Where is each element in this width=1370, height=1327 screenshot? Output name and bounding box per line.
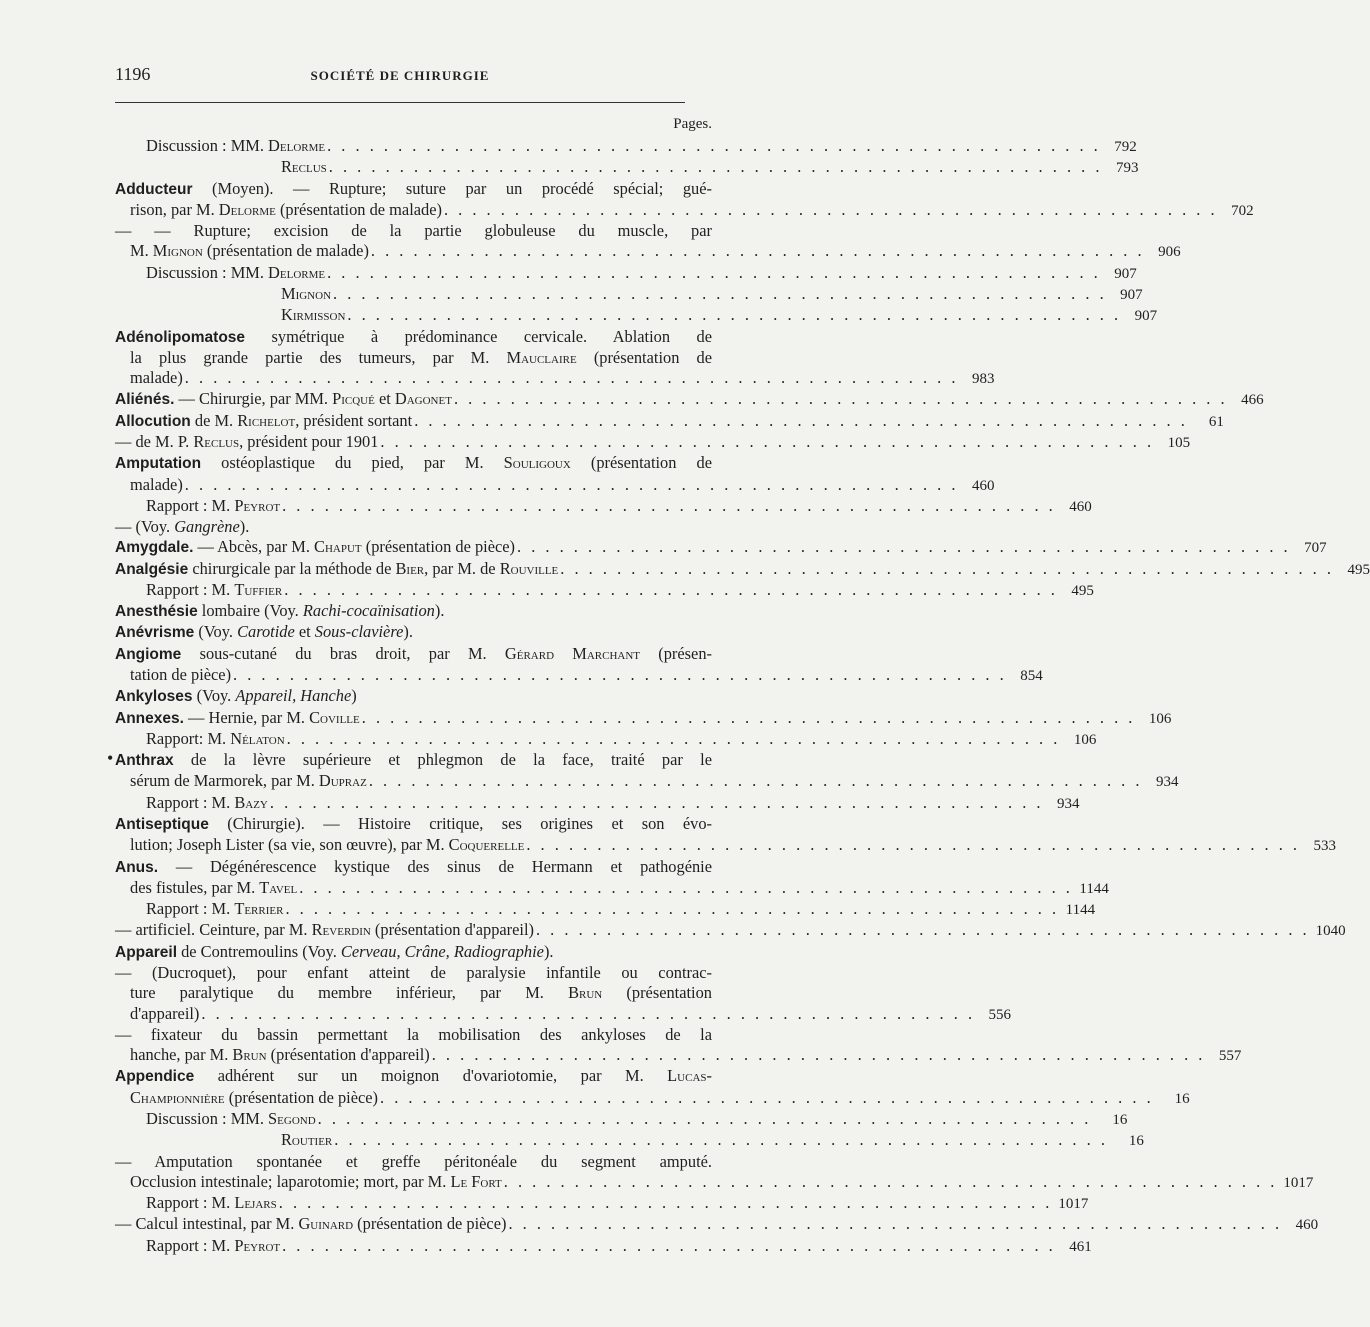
entry-text: ). <box>543 941 554 961</box>
header-rule <box>115 102 685 103</box>
leader-dots: . . . . . . . . . . . . . . . . . . . . . . . . . . . . . . . . . . . . . . . . . . . . . . . . . . . . . . . <box>317 1108 1092 1128</box>
entry-text: rison, par M. <box>130 199 219 219</box>
entry-text: Rapport : M. <box>146 495 235 515</box>
entry-text: symétrique à prédominance cervicale. Ablation de <box>245 326 712 346</box>
page-ref: 460 <box>971 477 995 494</box>
page-ref: 906 <box>1158 244 1181 261</box>
author-name: Brun <box>232 1045 267 1065</box>
index-entry <box>115 962 1012 1025</box>
author-name: Picqué <box>332 389 375 409</box>
author-name: Coville <box>309 707 360 727</box>
entry-text: — Abcès, par M. <box>193 537 315 557</box>
author-name: Peyrot <box>234 1235 281 1255</box>
entry-text: ) <box>351 686 357 706</box>
author-name: Mignon <box>152 241 203 261</box>
author-name: Tuffier <box>234 579 283 599</box>
entry-text: (présentation de pièce) <box>224 1087 379 1107</box>
index-entry <box>115 410 1224 432</box>
leader-dots: . . . . . . . . . . . . . . . . . . . . . . . . . . . . . . . . . . . . . . . . . . . . . . . . . . . . . . . <box>184 368 959 388</box>
index-entry <box>115 262 1137 284</box>
entry-text: (présentation d'appareil) <box>266 1045 430 1065</box>
entry-text: (Voy. <box>192 686 236 706</box>
entry-heading: Amputation <box>115 455 202 473</box>
author-name: Lejars <box>234 1193 277 1213</box>
entry-text: — (Ducroquet), pour enfant atteint de paralysie infantile ou contrac- <box>115 962 712 982</box>
entry-text: — — Rupture; excision de la partie globuleuse du muscle, par <box>115 221 712 241</box>
entry-heading: Allocution <box>115 412 191 430</box>
index-entry <box>115 178 1254 222</box>
entry-text: — Calcul intestinal, par M. <box>115 1214 299 1234</box>
index-entry <box>107 748 1179 793</box>
index-entry <box>115 579 1094 601</box>
author-name: Souligoux <box>503 453 571 473</box>
entry-text: hanche, par M. <box>130 1045 233 1065</box>
entry-text: (Voy. <box>194 622 238 642</box>
index-entry <box>115 622 712 643</box>
entry-text: (présentation de malade) <box>275 199 442 219</box>
entry-text: ). <box>239 517 250 537</box>
entry-heading: Appendice <box>115 1068 195 1086</box>
leader-dots: . . . . . . . . . . . . . . . . . . . . . . . . . . . . . . . . . . . . . . . . . . . . . . . . . . . . . . . <box>414 410 1188 430</box>
index-entry <box>115 1193 1089 1214</box>
entry-text: (présentation de pièce) <box>361 537 515 557</box>
leader-dots: . . . . . . . . . . . . . . . . . . . . . . . . . . . . . . . . . . . . . . . . . . . . . . . . . . . . . . . <box>560 558 1334 578</box>
page-ref: 105 <box>1167 434 1191 451</box>
entry-text: Rapport : M. <box>146 1235 235 1255</box>
index-entry <box>115 1066 1190 1109</box>
entry-text: adhérent sur un moignon d'ovariotomie, par M. <box>194 1066 668 1086</box>
leader-dots: . . . . . . . . . . . . . . . . . . . . . . . . . . . . . . . . . . . . . . . . . . . . . . . . . . . . . . . <box>299 877 1073 897</box>
leader-dots: . . . . . . . . . . . . . . . . . . . . . . . . . . . . . . . . . . . . . . . . . . . . . . . . . . . . . . . <box>370 241 1145 261</box>
page-ref: 1144 <box>1079 880 1109 897</box>
page-ref: 16 <box>1128 1133 1144 1150</box>
entry-heading: Anesthésie <box>115 603 198 621</box>
index-entry <box>115 326 995 390</box>
entry-text: chirurgicale par la méthode de <box>188 558 396 578</box>
page-ref: 1017 <box>1058 1196 1089 1213</box>
index-list <box>107 136 1370 1257</box>
entry-text: , par M. de <box>424 558 500 578</box>
author-name: Reclus <box>281 157 327 177</box>
author-name: Richelot <box>237 410 296 430</box>
leader-dots: . . . . . . . . . . . . . . . . . . . . . . . . . . . . . . . . . . . . . . . . . . . . . . . . . . . . . . . <box>327 136 1101 155</box>
author-name: Chaput <box>314 537 362 557</box>
index-entry <box>115 305 1158 326</box>
leader-dots: . . . . . . . . . . . . . . . . . . . . . . . . . . . . . . . . . . . . . . . . . . . . . . . . . . . . . . . <box>431 1045 1206 1065</box>
entry-text: (Chirurgie). — Histoire critique, ses origines et son évo- <box>208 814 712 833</box>
page-ref: 854 <box>1020 668 1043 685</box>
entry-heading: Anthrax <box>115 752 174 770</box>
index-entry <box>115 1151 1314 1194</box>
leader-dots: . . . . . . . . . . . . . . . . . . . . . . . . . . . . . . . . . . . . . . . . . . . . . . . . . . . . . . . <box>282 1235 1056 1255</box>
page-ref: 466 <box>1241 392 1264 409</box>
leader-dots: . . . . . . . . . . . . . . . . . . . . . . . . . . . . . . . . . . . . . . . . . . . . . . . . . . . . . . . <box>517 537 1291 557</box>
entry-text: M. <box>130 241 153 261</box>
entry-text: (présentation d'appareil) <box>370 920 534 940</box>
author-name: Dupraz <box>318 771 367 791</box>
index-entry <box>115 920 1346 941</box>
author-name: Mignon <box>281 283 332 303</box>
page-ref: 1144 <box>1065 902 1096 919</box>
index-entry <box>115 942 712 963</box>
leader-dots: . . . . . . . . . . . . . . . . . . . . . . . . . . . . . . . . . . . . . . . . . . . . . . . . . . . . . . . <box>327 262 1101 282</box>
entry-text: (présentation de <box>570 453 712 473</box>
entry-text: la plus grande partie des tumeurs, par M. <box>130 347 507 367</box>
page-ref: 907 <box>1114 265 1137 282</box>
index-entry <box>115 1130 1144 1151</box>
entry-text: , président pour 1901 <box>239 431 379 451</box>
entry-text: ture paralytique du membre inférieur, par M. <box>130 983 569 1003</box>
index-entry <box>115 814 1337 857</box>
leader-dots: . . . . . . . . . . . . . . . . . . . . . . . . . . . . . . . . . . . . . . . . . . . . . . . . . . . . . . . <box>282 495 1056 515</box>
leader-dots: . . . . . . . . . . . . . . . . . . . . . . . . . . . . . . . . . . . . . . . . . . . . . . . . . . . . . . . <box>269 792 1044 812</box>
author-name: Nélaton <box>230 728 285 748</box>
running-title: SOCIÉTÉ DE CHIRURGIE <box>310 68 490 83</box>
author-name: Le Fort <box>450 1171 502 1191</box>
index-entry <box>115 728 1097 750</box>
page-header <box>115 64 685 90</box>
entry-text: malade) <box>130 474 183 494</box>
entry-heading: Analgésie <box>115 560 189 578</box>
page-ref: 907 <box>1134 308 1158 325</box>
entry-text: (présen- <box>640 643 712 663</box>
index-entry <box>115 1214 1319 1235</box>
entry-text: ostéoplastique du pied, par M. <box>201 453 504 473</box>
cross-reference: Sous-clavière <box>314 622 404 642</box>
author-name: Gérard Marchant <box>504 643 641 663</box>
page-ref: 793 <box>1115 160 1139 177</box>
page-ref: 460 <box>1295 1217 1319 1234</box>
index-entry <box>115 283 1143 305</box>
leader-dots: . . . . . . . . . . . . . . . . . . . . . . . . . . . . . . . . . . . . . . . . . . . . . . . . . . . . . . . <box>535 920 1310 940</box>
entry-text: (présentation <box>602 983 712 1003</box>
pages-column-label: Pages. <box>673 116 712 132</box>
entry-text: et <box>294 622 315 642</box>
entry-heading: Adducteur <box>115 180 193 198</box>
page-ref: 934 <box>1057 795 1080 812</box>
page-ref: 907 <box>1120 286 1143 303</box>
author-name: Routier <box>281 1130 333 1150</box>
page-ref: 934 <box>1155 774 1179 791</box>
entry-text: lution; Joseph Lister (sa vie, son œuvre), par M. <box>130 835 449 855</box>
entry-text: Rapport : M. <box>146 579 235 599</box>
page-ref: 702 <box>1231 202 1254 219</box>
author-name: Coquerelle <box>448 835 525 855</box>
page-number: 1196 <box>115 64 151 84</box>
leader-dots: . . . . . . . . . . . . . . . . . . . . . . . . . . . . . . . . . . . . . . . . . . . . . . . . . . . . . . . <box>284 579 1058 599</box>
entry-text: — (Voy. <box>115 517 175 537</box>
entry-text: ). <box>434 601 445 621</box>
index-entry <box>115 686 712 707</box>
author-name: Reverdin <box>311 920 371 940</box>
page-ref: 1017 <box>1283 1174 1314 1191</box>
entry-text: de la lèvre supérieure et phlegmon de la face, traité par le <box>173 750 712 770</box>
entry-text: (Moyen). — Rupture; suture par un procédé spécial; gué- <box>192 178 712 198</box>
leader-dots: . . . . . . . . . . . . . . . . . . . . . . . . . . . . . . . . . . . . . . . . . . . . . . . . . . . . . . . <box>334 1130 1108 1150</box>
author-name: Tavel <box>259 877 298 897</box>
entry-heading: Annexes. <box>115 709 184 727</box>
entry-text: Discussion : MM. <box>146 1108 269 1128</box>
entry-text: Rapport: M. <box>146 728 231 748</box>
cross-reference: Appareil, Hanche <box>235 686 352 706</box>
page-ref: 1040 <box>1315 923 1346 940</box>
entry-heading: Antiseptique <box>115 816 209 833</box>
author-name: Peyrot <box>234 495 281 515</box>
page-ref: 792 <box>1114 139 1137 155</box>
page-ref: 495 <box>1347 561 1370 578</box>
leader-dots: . . . . . . . . . . . . . . . . . . . . . . . . . . . . . . . . . . . . . . . . . . . . . . . . . . . . . . . <box>503 1171 1278 1191</box>
cross-reference: Gangrène <box>174 517 240 537</box>
author-name: Dagonet <box>394 389 452 409</box>
margin-dot-mark: • <box>107 748 114 769</box>
author-name: Delorme <box>218 199 276 219</box>
author-name: Terrier <box>234 899 284 919</box>
page-ref: 556 <box>988 1006 1012 1023</box>
entry-text: — artificiel. Ceinture, par M. <box>115 920 312 940</box>
leader-dots: . . . . . . . . . . . . . . . . . . . . . . . . . . . . . . . . . . . . . . . . . . . . . . . . . . . . . . . <box>328 157 1103 177</box>
leader-dots: . . . . . . . . . . . . . . . . . . . . . . . . . . . . . . . . . . . . . . . . . . . . . . . . . . . . . . . <box>380 1087 1154 1107</box>
entry-text: d'appareil) <box>130 1003 200 1023</box>
author-name: Mauclaire <box>506 347 577 367</box>
index-entry <box>115 431 1191 453</box>
index-entry <box>115 899 1096 920</box>
entry-text: Discussion : MM. <box>146 136 269 155</box>
leader-dots: . . . . . . . . . . . . . . . . . . . . . . . . . . . . . . . . . . . . . . . . . . . . . . . . . . . . . . . <box>278 1193 1053 1213</box>
entry-text: malade) <box>130 368 183 388</box>
index-entry <box>115 792 1080 814</box>
leader-dots: . . . . . . . . . . . . . . . . . . . . . . . . . . . . . . . . . . . . . . . . . . . . . . . . . . . . . . . <box>286 728 1061 748</box>
leader-dots: . . . . . . . . . . . . . . . . . . . . . . . . . . . . . . . . . . . . . . . . . . . . . . . . . . . . . . . <box>508 1214 1283 1234</box>
index-entry <box>115 1235 1092 1257</box>
leader-dots: . . . . . . . . . . . . . . . . . . . . . . . . . . . . . . . . . . . . . . . . . . . . . . . . . . . . . . . <box>453 389 1228 409</box>
entry-heading: Anus. <box>115 858 159 876</box>
page-ref: 106 <box>1073 731 1097 748</box>
cross-reference: Carotide <box>237 622 295 642</box>
page-ref: 461 <box>1069 1238 1092 1255</box>
entry-text: — Amputation spontanée et greffe péritonéale du segment amputé. <box>115 1151 712 1171</box>
entry-heading: Anévrisme <box>115 624 195 642</box>
author-name: Bazy <box>234 792 268 812</box>
index-entry <box>115 517 712 537</box>
entry-heading: Ankyloses <box>115 688 193 706</box>
entry-text: (présentation de malade) <box>202 241 369 261</box>
entry-text: et <box>374 389 395 409</box>
author-name: Lucas- <box>667 1066 712 1086</box>
cross-reference: Rachi-cocaïnisation <box>302 601 435 621</box>
entry-text: sous-cutané du bras droit, par M. <box>181 643 505 663</box>
page-ref: 707 <box>1304 540 1327 557</box>
leader-dots: . . . . . . . . . . . . . . . . . . . . . . . . . . . . . . . . . . . . . . . . . . . . . . . . . . . . . . . <box>347 305 1122 325</box>
author-name: Delorme <box>268 262 326 282</box>
entry-text: — de M. P. <box>115 431 194 451</box>
entry-heading: Aliénés. <box>115 391 175 409</box>
leader-dots: . . . . . . . . . . . . . . . . . . . . . . . . . . . . . . . . . . . . . . . . . . . . . . . . . . . . . . . <box>285 899 1060 919</box>
entry-heading: Appareil <box>115 943 178 961</box>
index-entry <box>115 1108 1128 1130</box>
page-ref: 16 <box>1174 1090 1190 1107</box>
index-entry <box>115 537 1327 558</box>
index-entry <box>115 1024 1242 1067</box>
entry-text: (présentation de <box>576 347 712 367</box>
entry-text: lombaire (Voy. <box>197 601 303 621</box>
leader-dots: . . . . . . . . . . . . . . . . . . . . . . . . . . . . . . . . . . . . . . . . . . . . . . . . . . . . . . . <box>333 283 1107 303</box>
entry-text: sérum de Marmorek, par M. <box>130 771 319 791</box>
page-ref: 533 <box>1313 838 1337 855</box>
entry-text: Rapport : M. <box>146 899 235 919</box>
page-ref: 16 <box>1112 1111 1128 1128</box>
entry-text: ). <box>403 622 413 642</box>
leader-dots: . . . . . . . . . . . . . . . . . . . . . . . . . . . . . . . . . . . . . . . . . . . . . . . . . . . . . . . <box>233 665 1007 685</box>
page-ref: 557 <box>1218 1048 1242 1065</box>
entry-text: — fixateur du bassin permettant la mobilisation des ankyloses de la <box>115 1024 712 1044</box>
entry-text: , président sortant <box>295 410 413 430</box>
entry-text: de Contremoulins (Voy. <box>177 941 341 961</box>
index-entry <box>115 856 1109 900</box>
index-entry <box>115 221 1181 263</box>
leader-dots: . . . . . . . . . . . . . . . . . . . . . . . . . . . . . . . . . . . . . . . . . . . . . . . . . . . . . . . <box>361 707 1136 727</box>
author-name: Brun <box>568 983 603 1003</box>
entry-text: — Hernie, par M. <box>183 707 310 727</box>
index-entry <box>115 136 1137 157</box>
entry-heading: Adénolipomatose <box>115 328 246 346</box>
entry-heading: Angiome <box>115 645 182 663</box>
page-ref: 460 <box>1069 498 1092 515</box>
index-entry <box>115 601 712 622</box>
entry-text: (présentation de pièce) <box>353 1214 507 1234</box>
leader-dots: . . . . . . . . . . . . . . . . . . . . . . . . . . . . . . . . . . . . . . . . . . . . . . . . . . . . . . . <box>201 1003 976 1023</box>
index-entry <box>115 643 1043 687</box>
index-entry <box>115 495 1092 517</box>
index-entry <box>115 389 1264 410</box>
entry-heading: Amygdale. <box>115 539 194 557</box>
leader-dots: . . . . . . . . . . . . . . . . . . . . . . . . . . . . . . . . . . . . . . . . . . . . . . . . . . . . . . . <box>526 835 1301 855</box>
page-ref: 61 <box>1208 413 1224 430</box>
cross-reference: Cerveau, Crâne, Radiographie <box>340 941 544 961</box>
author-name: Delorme <box>268 136 326 155</box>
author-name: Segond <box>268 1108 316 1128</box>
entry-text: — Chirurgie, par MM. <box>174 389 333 409</box>
entry-text: des fistules, par M. <box>130 877 260 897</box>
entry-text: Rapport : M. <box>146 792 235 812</box>
leader-dots: . . . . . . . . . . . . . . . . . . . . . . . . . . . . . . . . . . . . . . . . . . . . . . . . . . . . . . . <box>184 474 959 494</box>
entry-text: — Dégénérescence kystique des sinus de Hermann et pathogénie <box>158 856 712 876</box>
index-entry <box>115 453 995 496</box>
author-name: Rouville <box>499 558 559 578</box>
leader-dots: . . . . . . . . . . . . . . . . . . . . . . . . . . . . . . . . . . . . . . . . . . . . . . . . . . . . . . . <box>443 199 1218 219</box>
entry-text: Occlusion intestinale; laparotomie; mort, par M. <box>130 1171 451 1191</box>
author-name: Championnière <box>130 1087 225 1107</box>
index-entry <box>115 157 1139 178</box>
entry-text: tation de pièce) <box>130 665 232 685</box>
author-name: Bier <box>395 558 425 578</box>
page-ref: 983 <box>971 371 995 388</box>
index-entry <box>115 707 1172 729</box>
leader-dots: . . . . . . . . . . . . . . . . . . . . . . . . . . . . . . . . . . . . . . . . . . . . . . . . . . . . . . . <box>380 431 1155 451</box>
page-ref: 106 <box>1148 710 1172 727</box>
entry-text: Discussion : MM. <box>146 262 269 282</box>
author-name: Kirmisson <box>281 305 346 325</box>
author-name: Reclus <box>193 431 240 451</box>
index-entry <box>115 558 1370 580</box>
entry-text: Rapport : M. <box>146 1193 235 1213</box>
leader-dots: . . . . . . . . . . . . . . . . . . . . . . . . . . . . . . . . . . . . . . . . . . . . . . . . . . . . . . . <box>368 771 1143 791</box>
page-ref: 495 <box>1071 582 1094 599</box>
author-name: Guinard <box>298 1214 354 1234</box>
entry-text: de M. <box>190 410 238 430</box>
